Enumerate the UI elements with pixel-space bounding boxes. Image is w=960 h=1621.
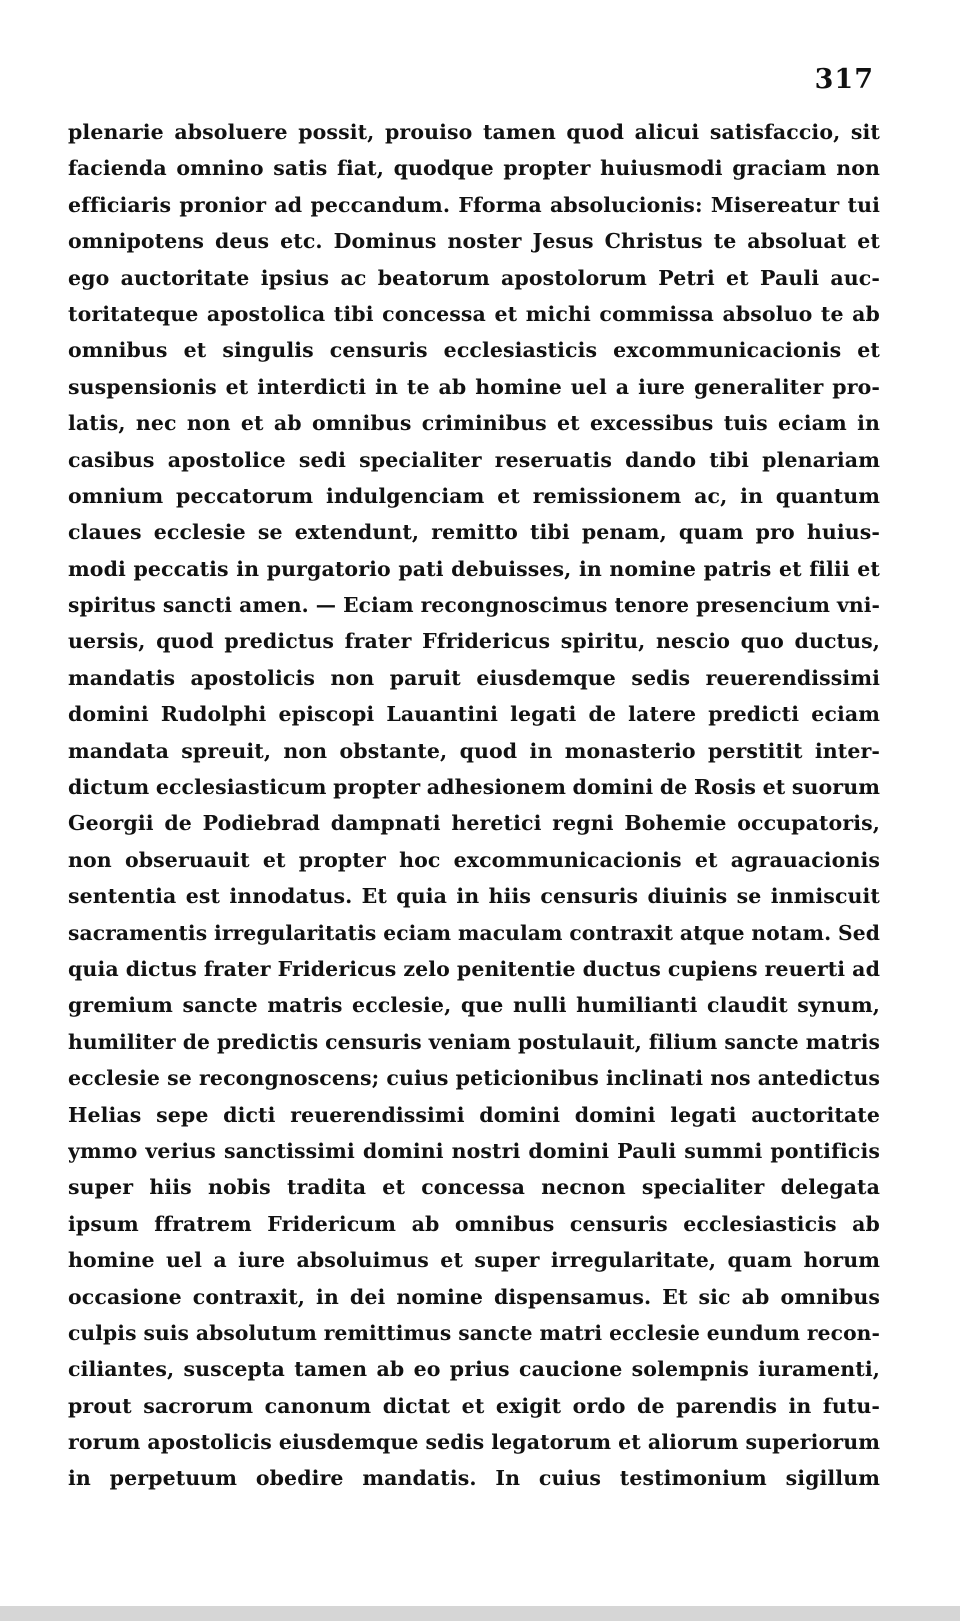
text-line: mandatis apostolicis non paruit eiusdemque sedis reuerendissimi [68, 665, 880, 690]
scan-bottom-edge [0, 1606, 960, 1621]
text-line: ipsum ffratrem Fridericum ab omnibus censuris ecclesiasticis ab [68, 1211, 880, 1236]
text-line: Georgii de Podiebrad dampnati heretici regni Bohemie occupatoris, [68, 811, 880, 836]
text-line: Helias sepe dicti reuerendissimi domini domini legati auctoritate [68, 1102, 880, 1127]
text-line: domini Rudolphi episcopi Lauantini legati de latere predicti eciam [68, 702, 880, 727]
text-line: quia dictus frater Fridericus zelo penitentie ductus cupiens reuerti ad [68, 956, 880, 981]
text-line: facienda omnino satis fiat, quodque propter huiusmodi graciam non [68, 156, 880, 181]
text-line: in perpetuum obedire mandatis. In cuius testimonium sigillum [68, 1466, 880, 1491]
text-line: sententia est innodatus. Et quia in hiis censuris diuinis se inmiscuit [68, 884, 880, 909]
text-line: spiritus sancti amen. — Eciam recongnoscimus tenore presencium vni- [68, 593, 880, 618]
text-line: modi peccatis in purgatorio pati debuisses, in nomine patris et filii et [68, 556, 880, 581]
body-text [68, 114, 880, 1497]
text-line: culpis suis absolutum remittimus sancte matri ecclesie eundum recon- [68, 1320, 880, 1345]
text-line: omnipotens deus etc. Dominus noster Jesus Christus te absoluat et [68, 229, 880, 254]
text-line: plenarie absoluere possit, prouiso tamen quod alicui satisfaccio, sit [68, 120, 880, 144]
text-line: toritateque apostolica tibi concessa et michi commissa absoluo te ab [68, 301, 880, 326]
text-line: ciliantes, suscepta tamen ab eo prius caucione solempnis iuramenti, [68, 1357, 880, 1382]
text-line: super hiis nobis tradita et concessa necnon specialiter delegata [68, 1175, 880, 1200]
text-line: latis, nec non et ab omnibus criminibus et excessibus tuis eciam in [68, 411, 880, 436]
text-line: humiliter de predictis censuris veniam postulauit, filium sancte matris [68, 1029, 880, 1054]
text-line: gremium sancte matris ecclesie, que nulli humilianti claudit synum, [68, 993, 880, 1018]
text-line: suspensionis et interdicti in te ab homine uel a iure generaliter pro- [68, 374, 880, 399]
text-line: prout sacrorum canonum dictat et exigit ordo de parendis in futu- [68, 1393, 880, 1418]
text-line: ego auctoritate ipsius ac beatorum apostolorum Petri et Pauli auc- [68, 265, 880, 290]
text-line: mandata spreuit, non obstante, quod in monasterio perstitit inter- [68, 738, 880, 763]
text-line: rorum apostolicis eiusdemque sedis legatorum et aliorum superiorum [68, 1430, 880, 1455]
text-line: homine uel a iure absoluimus et super irregularitate, quam horum [68, 1248, 880, 1273]
text-line: efficiaris pronior ad peccandum. Fforma absolucionis: Misereatur tui [68, 192, 880, 217]
text-line: casibus apostolice sedi specialiter reseruatis dando tibi plenariam [68, 447, 880, 472]
page-number: 317 [814, 64, 874, 95]
text-line: occasione contraxit, in dei nomine dispensamus. Et sic ab omnibus [68, 1284, 880, 1309]
text-line: non obseruauit et propter hoc excommunicacionis et agrauacionis [68, 847, 880, 872]
text-line: ecclesie se recongnoscens; cuius peticionibus inclinati nos antedictus [68, 1066, 880, 1091]
text-line: dictum ecclesiasticum propter adhesionem domini de Rosis et suorum [68, 775, 880, 800]
text-line: uersis, quod predictus frater Ffridericus spiritu, nescio quo ductus, [68, 629, 880, 654]
text-line: omnibus et singulis censuris ecclesiasticis excommunicacionis et [68, 338, 880, 363]
text-line: sacramentis irregularitatis eciam maculam contraxit atque notam. Sed [68, 920, 880, 945]
text-line: claues ecclesie se extendunt, remitto tibi penam, quam pro huius- [68, 520, 880, 545]
text-line: omnium peccatorum indulgenciam et remissionem ac, in quantum [68, 483, 880, 508]
text-line: ymmo verius sanctissimi domini nostri domini Pauli summi pontificis [68, 1138, 880, 1163]
